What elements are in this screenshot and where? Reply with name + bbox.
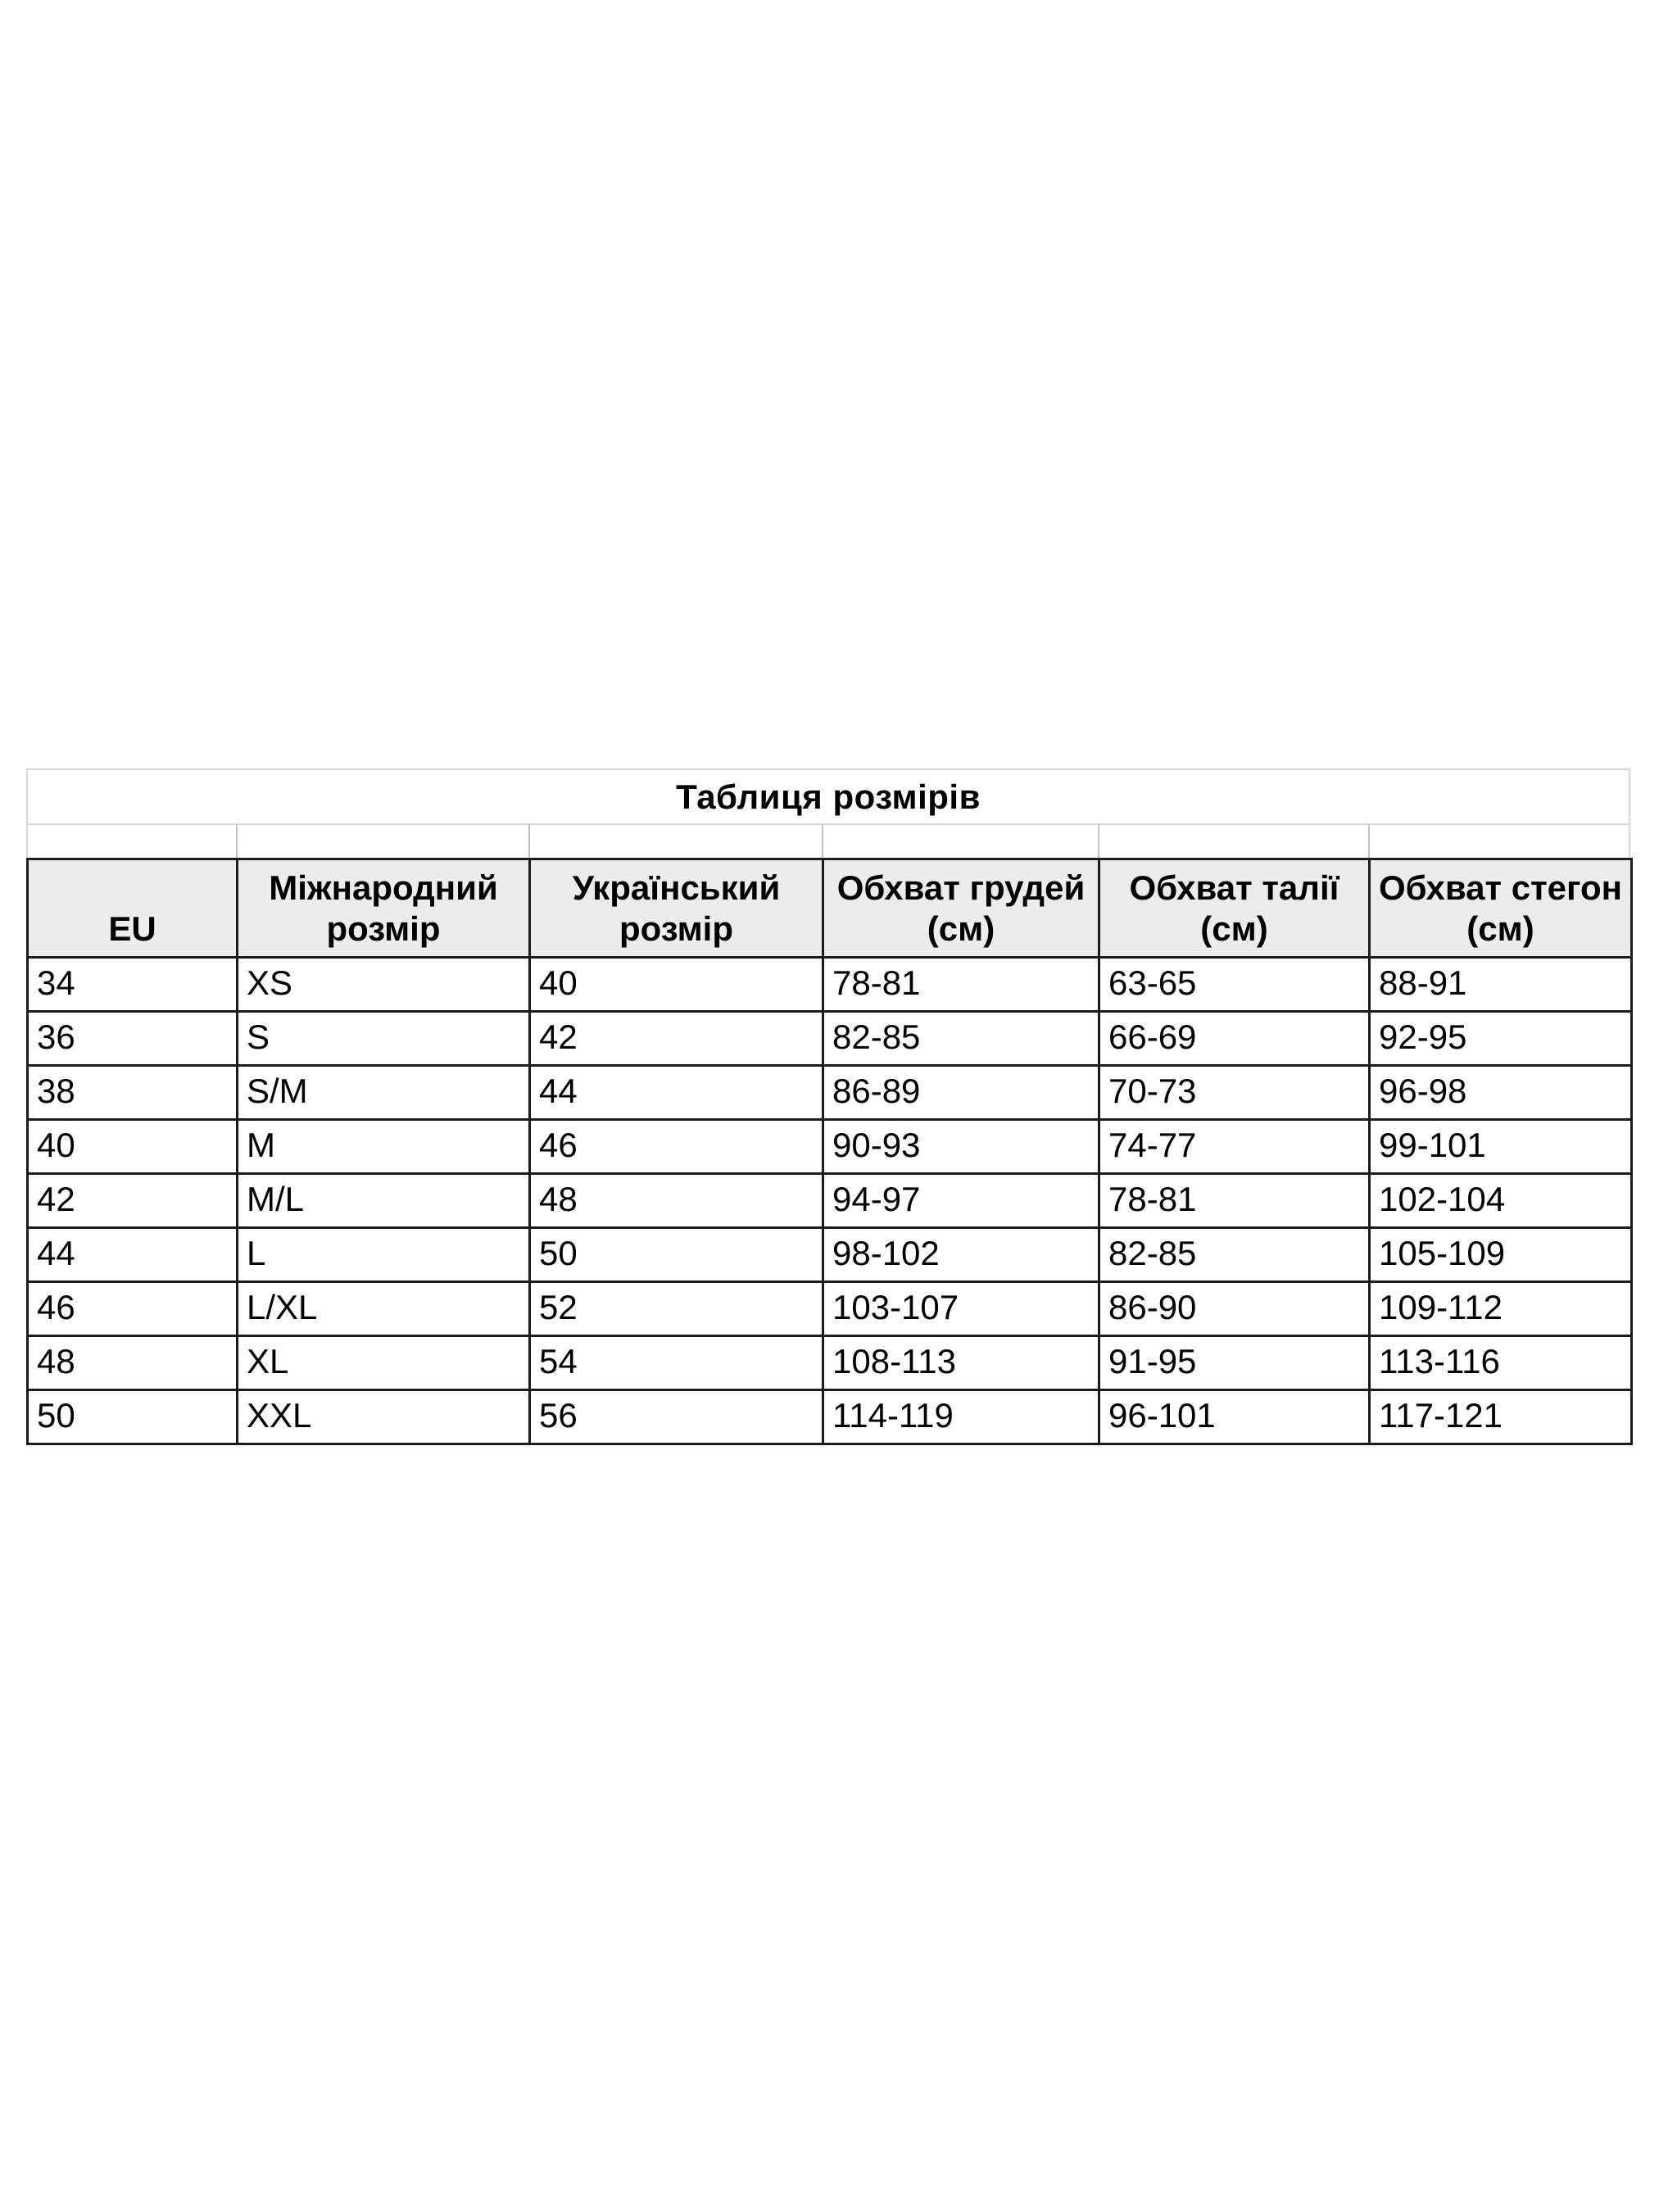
- table-cell: 82-85: [1099, 1228, 1370, 1282]
- size-chart-title: Таблиця розмірів: [26, 768, 1630, 825]
- header-cell-hips: Обхват стегон (см): [1370, 859, 1632, 958]
- table-row: [28, 1228, 1632, 1282]
- table-cell: 86-90: [1099, 1282, 1370, 1336]
- table-row: [28, 1390, 1632, 1444]
- table-cell: 113-116: [1370, 1336, 1632, 1390]
- header-row: [28, 859, 1632, 958]
- spacer-cell: [530, 825, 823, 858]
- size-table: [26, 858, 1633, 1445]
- header-cell-waist: Обхват талії (см): [1099, 859, 1370, 958]
- table-cell: 56: [530, 1390, 823, 1444]
- table-cell: 48: [530, 1174, 823, 1228]
- table-cell: 40: [530, 958, 823, 1012]
- table-cell: 40: [28, 1120, 238, 1174]
- spacer-cell: [823, 825, 1099, 858]
- table-cell: 94-97: [823, 1174, 1099, 1228]
- table-cell: 108-113: [823, 1336, 1099, 1390]
- table-cell: 54: [530, 1336, 823, 1390]
- table-cell: 90-93: [823, 1120, 1099, 1174]
- table-cell: 48: [28, 1336, 238, 1390]
- table-cell: 70-73: [1099, 1066, 1370, 1120]
- table-row: [28, 1174, 1632, 1228]
- table-row: [28, 1336, 1632, 1390]
- table-cell: 96-98: [1370, 1066, 1632, 1120]
- table-cell: 78-81: [823, 958, 1099, 1012]
- table-cell: S/M: [238, 1066, 530, 1120]
- spacer-cell: [1370, 825, 1632, 858]
- table-cell: 88-91: [1370, 958, 1632, 1012]
- table-cell: 50: [530, 1228, 823, 1282]
- table-cell: L/XL: [238, 1282, 530, 1336]
- table-cell: XL: [238, 1336, 530, 1390]
- header-cell-international-size: Міжнародний розмір: [238, 859, 530, 958]
- table-cell: 86-89: [823, 1066, 1099, 1120]
- header-cell-eu: EU: [28, 859, 238, 958]
- table-cell: 117-121: [1370, 1390, 1632, 1444]
- spacer-cell: [28, 825, 238, 858]
- table-cell: S: [238, 1012, 530, 1066]
- table-cell: 36: [28, 1012, 238, 1066]
- table-cell: 66-69: [1099, 1012, 1370, 1066]
- table-row: [28, 1066, 1632, 1120]
- table-cell: 74-77: [1099, 1120, 1370, 1174]
- spacer-cell: [1099, 825, 1370, 858]
- table-cell: 42: [530, 1012, 823, 1066]
- size-table-body: [28, 958, 1632, 1444]
- size-chart: [26, 768, 1630, 1445]
- header-cell-ukrainian-size: Український розмір: [530, 859, 823, 958]
- table-cell: 38: [28, 1066, 238, 1120]
- table-cell: 92-95: [1370, 1012, 1632, 1066]
- table-cell: 96-101: [1099, 1390, 1370, 1444]
- table-cell: 44: [530, 1066, 823, 1120]
- header-cell-chest: Обхват грудей (см): [823, 859, 1099, 958]
- table-cell: 34: [28, 958, 238, 1012]
- table-cell: 46: [28, 1282, 238, 1336]
- table-row: [28, 1282, 1632, 1336]
- table-cell: M/L: [238, 1174, 530, 1228]
- table-row: [28, 1120, 1632, 1174]
- table-cell: L: [238, 1228, 530, 1282]
- table-cell: 46: [530, 1120, 823, 1174]
- table-cell: XXL: [238, 1390, 530, 1444]
- table-row: [28, 1012, 1632, 1066]
- spacer-row: [26, 825, 1630, 858]
- table-cell: XS: [238, 958, 530, 1012]
- table-cell: 91-95: [1099, 1336, 1370, 1390]
- table-cell: 63-65: [1099, 958, 1370, 1012]
- table-cell: 42: [28, 1174, 238, 1228]
- table-cell: M: [238, 1120, 530, 1174]
- table-cell: 109-112: [1370, 1282, 1632, 1336]
- table-cell: 98-102: [823, 1228, 1099, 1282]
- table-cell: 99-101: [1370, 1120, 1632, 1174]
- table-cell: 78-81: [1099, 1174, 1370, 1228]
- table-row: [28, 958, 1632, 1012]
- table-cell: 103-107: [823, 1282, 1099, 1336]
- table-cell: 102-104: [1370, 1174, 1632, 1228]
- table-cell: 44: [28, 1228, 238, 1282]
- table-cell: 105-109: [1370, 1228, 1632, 1282]
- table-cell: 82-85: [823, 1012, 1099, 1066]
- table-cell: 52: [530, 1282, 823, 1336]
- table-cell: 114-119: [823, 1390, 1099, 1444]
- spacer-cell: [238, 825, 530, 858]
- table-cell: 50: [28, 1390, 238, 1444]
